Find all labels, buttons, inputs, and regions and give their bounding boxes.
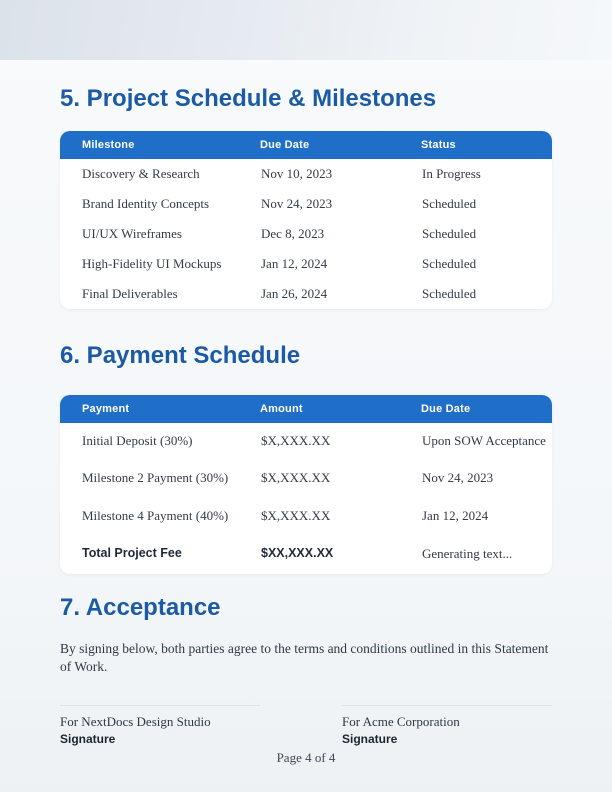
- table-row: [60, 497, 552, 535]
- signature-block-client: [342, 705, 552, 746]
- column-header: Due Date: [421, 395, 552, 423]
- table-cell: Nov 24, 2023: [422, 470, 494, 485]
- table-cell: High-Fidelity UI Mockups: [82, 256, 222, 271]
- payments-table-card: [60, 395, 552, 574]
- table-cell: Milestone 4 Payment (40%): [82, 508, 229, 523]
- table-cell: Discovery & Research: [82, 166, 200, 181]
- table-cell: Jan 12, 2024: [261, 256, 328, 271]
- section-6-title: 6. Payment Schedule: [60, 342, 301, 369]
- table-cell: Nov 10, 2023: [261, 166, 333, 181]
- signature-block-provider: [60, 705, 260, 746]
- header-row: [60, 131, 552, 159]
- signature-label-provider: Signature: [60, 732, 116, 746]
- column-header: Status: [421, 131, 552, 159]
- total-amount: $XX,XXX.XX: [261, 546, 334, 560]
- table-row: [60, 459, 552, 497]
- payments-table-body: [60, 423, 552, 535]
- milestones-table-body: [60, 159, 552, 309]
- table-cell: Upon SOW Acceptance: [422, 433, 546, 448]
- table-cell: $X,XXX.XX: [261, 433, 331, 448]
- table-cell: Scheduled: [422, 256, 477, 271]
- payments-total-body: [60, 535, 552, 574]
- table-cell: Scheduled: [422, 196, 477, 211]
- table-cell: $X,XXX.XX: [261, 470, 331, 485]
- column-header: Due Date: [260, 131, 421, 159]
- total-row: [60, 535, 552, 574]
- table-row: [60, 279, 552, 309]
- column-header: Amount: [260, 395, 421, 423]
- table-cell: UI/UX Wireframes: [82, 226, 182, 241]
- table-cell: Jan 26, 2024: [261, 286, 328, 301]
- table-cell: Dec 8, 2023: [261, 226, 325, 241]
- page-number: Page 4 of 4: [276, 750, 336, 765]
- table-cell: Brand Identity Concepts: [82, 196, 210, 211]
- table-cell: Milestone 2 Payment (30%): [82, 470, 229, 485]
- signature-row: [60, 705, 552, 746]
- table-cell: Final Deliverables: [82, 286, 178, 301]
- payments-table-header: [60, 395, 552, 423]
- signature-party-client: For Acme Corporation: [342, 714, 460, 729]
- column-header: Payment: [60, 395, 260, 423]
- table-cell: Nov 24, 2023: [261, 196, 333, 211]
- section-7-title: 7. Acceptance: [60, 594, 221, 621]
- total-due-generating: Generating text...: [422, 546, 513, 561]
- table-row: [60, 219, 552, 249]
- section-5-title: 5. Project Schedule & Milestones: [60, 85, 437, 112]
- table-cell: Scheduled: [422, 226, 477, 241]
- milestones-table-card: [60, 131, 552, 309]
- milestones-table-header: [60, 131, 552, 159]
- payments-table: [60, 395, 552, 574]
- table-row: [60, 189, 552, 219]
- header-row: [60, 395, 552, 423]
- acceptance-paragraph: By signing below, both parties agree to the terms and conditions outlined in this Statement of Work.: [60, 641, 549, 674]
- milestones-table: [60, 131, 552, 309]
- page-content: [0, 85, 612, 766]
- table-cell: Initial Deposit (30%): [82, 433, 193, 448]
- column-header: Milestone: [60, 131, 260, 159]
- signature-label-client: Signature: [342, 732, 398, 746]
- signature-party-provider: For NextDocs Design Studio: [60, 714, 211, 729]
- table-cell: Jan 12, 2024: [422, 508, 489, 523]
- table-cell: $X,XXX.XX: [261, 508, 331, 523]
- table-row: [60, 159, 552, 189]
- total-label: Total Project Fee: [82, 546, 182, 560]
- table-row: [60, 423, 552, 459]
- table-cell: In Progress: [422, 166, 481, 181]
- table-cell: Scheduled: [422, 286, 477, 301]
- page-header-band: [0, 0, 612, 60]
- table-row: [60, 249, 552, 279]
